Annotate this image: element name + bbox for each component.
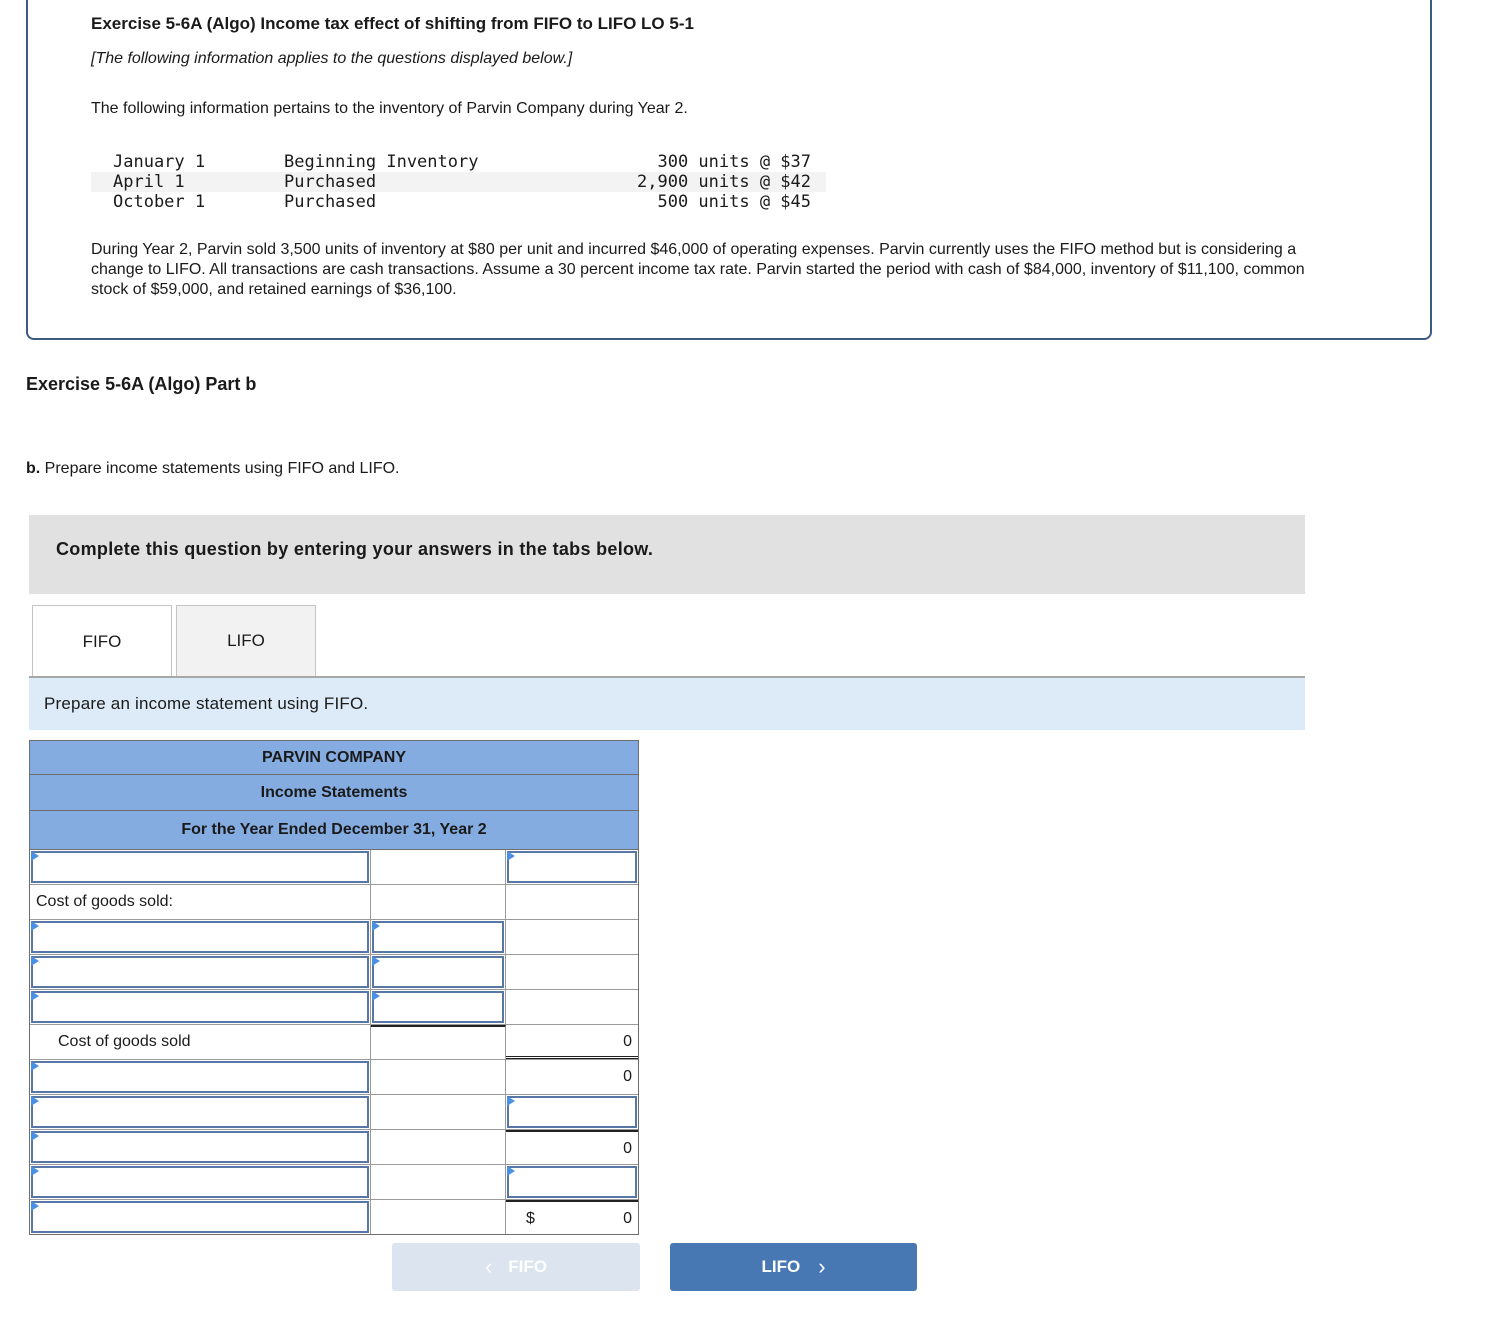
line-item-input[interactable] bbox=[31, 956, 369, 988]
inventory-date: January 1 bbox=[113, 152, 206, 172]
prev-tab-button[interactable] bbox=[392, 1243, 640, 1291]
table-row bbox=[30, 1165, 638, 1200]
inventory-row bbox=[91, 192, 826, 212]
inventory-table bbox=[91, 152, 826, 212]
amount-input[interactable] bbox=[372, 956, 504, 988]
line-item-input[interactable] bbox=[31, 1201, 369, 1233]
amount-input[interactable] bbox=[507, 851, 637, 883]
tab-fifo[interactable] bbox=[32, 605, 172, 678]
tab-fifo-label: FIFO bbox=[82, 632, 122, 651]
table-row bbox=[30, 1025, 638, 1060]
prev-tab-label: FIFO bbox=[508, 1257, 548, 1276]
statement-title: Income Statements bbox=[30, 775, 638, 811]
question-text bbox=[26, 460, 399, 478]
pretax-income-value: 0 bbox=[506, 1130, 638, 1164]
inventory-qty: 2,900 units @ $42 bbox=[637, 172, 811, 192]
line-item-input[interactable] bbox=[31, 1061, 369, 1093]
cogs-total-label: Cost of goods sold bbox=[30, 1025, 371, 1059]
prompt-banner bbox=[29, 678, 1305, 730]
part-title: Exercise 5-6A (Algo) Part b bbox=[26, 374, 257, 394]
table-row bbox=[30, 990, 638, 1025]
question-letter: b. bbox=[26, 460, 41, 477]
question-body: Prepare income statements using FIFO and LIFO. bbox=[40, 460, 400, 477]
inventory-desc: Purchased bbox=[284, 172, 377, 192]
exercise-intro: The following information pertains to the inventory of Parvin Company during Year 2. bbox=[91, 100, 688, 117]
amount-input[interactable] bbox=[507, 1096, 637, 1128]
exercise-note: [The following information applies to the questions displayed below.] bbox=[91, 50, 573, 67]
inventory-qty: 500 units @ $45 bbox=[657, 192, 811, 212]
exercise-paragraph: During Year 2, Parvin sold 3,500 units of inventory at $80 per unit and incurred $46,000 of operating expenses. Parvin currently uses the FIFO method but is considering a change to LIFO. All transactions are cash transactions. Assume a 30 percent income tax rate. Parvin started the period with cash of $84,000, inventory of $11,100, common stock of $59,000, and retained earnings of $36,100. bbox=[91, 241, 1305, 298]
inventory-desc: Purchased bbox=[284, 192, 377, 212]
table-row bbox=[30, 1095, 638, 1130]
instructions-banner bbox=[29, 515, 1305, 594]
table-row bbox=[30, 1200, 638, 1234]
net-income-amount: 0 bbox=[623, 1210, 632, 1227]
income-statement bbox=[29, 740, 639, 1235]
inventory-date: April 1 bbox=[113, 172, 185, 192]
table-row bbox=[30, 1060, 638, 1095]
cogs-header-label: Cost of goods sold: bbox=[30, 885, 371, 919]
statement-company: PARVIN COMPANY bbox=[30, 741, 638, 775]
next-tab-label: LIFO bbox=[761, 1257, 801, 1276]
next-tab-button[interactable] bbox=[670, 1243, 917, 1291]
inventory-row bbox=[91, 172, 826, 192]
statement-period: For the Year Ended December 31, Year 2 bbox=[30, 811, 638, 850]
tab-lifo-label: LIFO bbox=[227, 631, 265, 650]
inventory-date: October 1 bbox=[113, 192, 206, 212]
chevron-right-icon: › bbox=[818, 1254, 826, 1279]
net-income-value bbox=[506, 1200, 638, 1234]
table-row bbox=[30, 885, 638, 920]
table-row bbox=[30, 920, 638, 955]
line-item-input[interactable] bbox=[31, 1096, 369, 1128]
line-item-input[interactable] bbox=[31, 1166, 369, 1198]
line-item-input[interactable] bbox=[31, 851, 369, 883]
line-item-input[interactable] bbox=[31, 991, 369, 1023]
line-item-input[interactable] bbox=[31, 921, 369, 953]
instructions-text: Complete this question by entering your answers in the tabs below. bbox=[56, 539, 654, 559]
table-row bbox=[30, 850, 638, 885]
currency-symbol: $ bbox=[526, 1210, 535, 1227]
tab-lifo[interactable] bbox=[176, 605, 316, 677]
cogs-total-value: 0 bbox=[506, 1025, 638, 1059]
exercise-title: Exercise 5-6A (Algo) Income tax effect of shifting from FIFO to LIFO LO 5-1 bbox=[91, 14, 694, 33]
table-row bbox=[30, 1130, 638, 1165]
amount-input[interactable] bbox=[372, 921, 504, 953]
amount-input[interactable] bbox=[507, 1166, 637, 1198]
inventory-qty: 300 units @ $37 bbox=[657, 152, 811, 172]
inventory-desc: Beginning Inventory bbox=[284, 152, 479, 172]
table-row bbox=[30, 955, 638, 990]
prompt-text: Prepare an income statement using FIFO. bbox=[44, 694, 369, 713]
inventory-row bbox=[91, 152, 826, 172]
amount-input[interactable] bbox=[372, 991, 504, 1023]
line-item-input[interactable] bbox=[31, 1131, 369, 1163]
gross-margin-value: 0 bbox=[623, 1068, 632, 1085]
chevron-left-icon: ‹ bbox=[484, 1254, 493, 1279]
